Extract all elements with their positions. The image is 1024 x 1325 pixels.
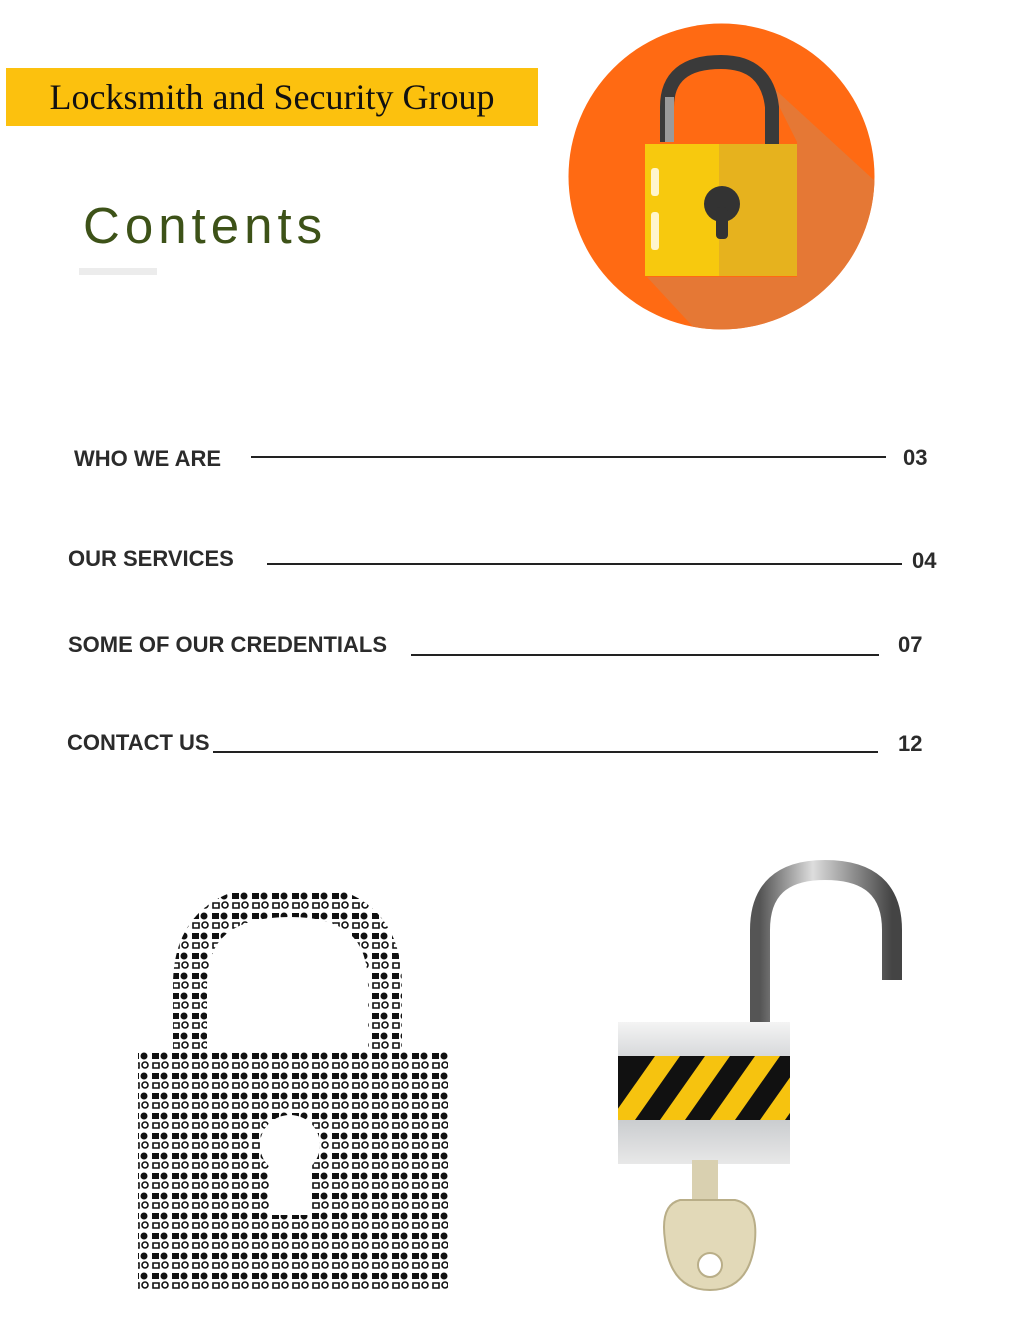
security-icons-lock-image — [130, 890, 450, 1300]
company-banner — [6, 68, 538, 126]
toc-item-credentials[interactable]: SOME OF OUR CREDENTIALS — [68, 632, 388, 657]
toc-item-who-we-are[interactable]: WHO WE ARE — [74, 446, 222, 471]
company-name: Locksmith and Security Group — [49, 77, 495, 117]
padlock-logo-icon — [567, 22, 876, 331]
toc-leader-line — [267, 563, 902, 565]
toc-item-our-services[interactable]: OUR SERVICES — [68, 546, 234, 571]
toc-page-number: 04 — [912, 548, 937, 573]
page-title: Contents — [83, 197, 328, 254]
open-padlock-with-key-image — [610, 860, 910, 1300]
toc-item-contact-us[interactable]: CONTACT US — [67, 730, 210, 755]
title-underline — [79, 268, 157, 275]
toc-leader-line — [251, 456, 886, 458]
toc-page-number: 07 — [898, 632, 923, 657]
toc-page-number: 12 — [898, 731, 923, 756]
toc-leader-line — [213, 751, 878, 753]
toc-page-number: 03 — [903, 445, 928, 470]
toc-leader-line — [411, 654, 879, 656]
